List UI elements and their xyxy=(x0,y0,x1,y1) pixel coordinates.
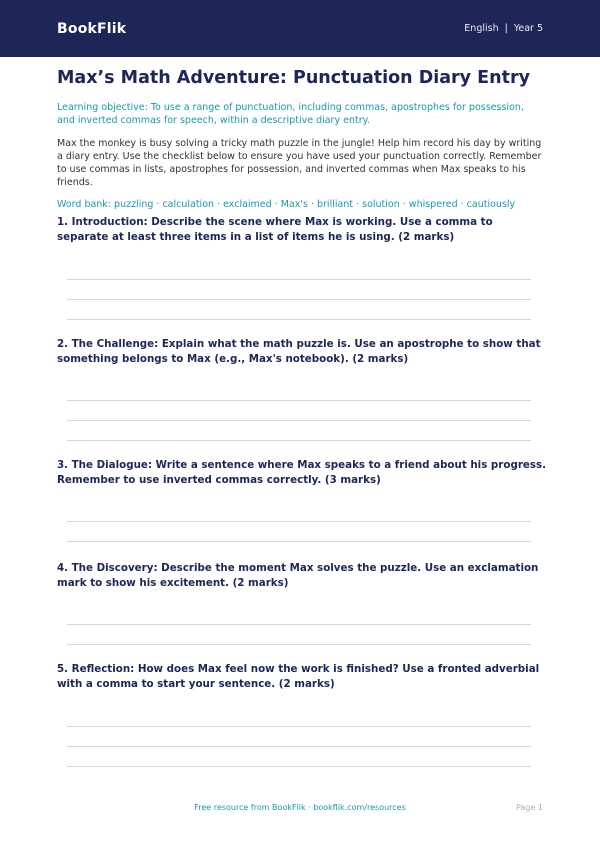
answer-line[interactable] xyxy=(67,766,531,767)
page-title: Max’s Math Adventure: Punctuation Diary Entry xyxy=(57,68,530,88)
answer-line[interactable] xyxy=(67,420,531,421)
footer-resource-link[interactable]: Free resource from BookFlik · bookflik.com/resources xyxy=(194,803,406,812)
worksheet-intro xyxy=(0,67,600,211)
answer-line[interactable] xyxy=(67,521,531,522)
answer-line[interactable] xyxy=(67,541,531,542)
question-4: 4. The Discovery: Describe the moment Max solves the puzzle. Use an exclamation mark to show his excitement. (2 marks) xyxy=(57,562,539,589)
page-header xyxy=(0,0,600,57)
question-1: 1. Introduction: Describe the scene where Max is working. Use a comma to separate at least three items in a list of items he is using. (2 marks) xyxy=(57,216,493,243)
header-separator: | xyxy=(504,23,508,34)
answer-line[interactable] xyxy=(67,624,531,625)
answer-line[interactable] xyxy=(67,746,531,747)
answer-line[interactable] xyxy=(67,319,531,320)
question-3: 3. The Dialogue: Write a sentence where Max speaks to a friend about his progress. Remember to use inverted commas correctly. (3 marks) xyxy=(57,459,547,486)
answer-line[interactable] xyxy=(67,400,531,401)
answer-line[interactable] xyxy=(67,440,531,441)
answer-line[interactable] xyxy=(67,279,531,280)
answer-line[interactable] xyxy=(67,726,531,727)
intro-paragraph: Max the monkey is busy solving a tricky math puzzle in the jungle! Help him record his day by writing a diary entry. Use the checklist below to ensure you have used your punctuation correctly. Remember to use commas in lists, apostrophes for possession, and inverted commas when Max speaks to his friends. xyxy=(57,138,542,188)
subject-label: English xyxy=(464,23,499,34)
question-2: 2. The Challenge: Explain what the math puzzle is. Use an apostrophe to show that something belongs to Max (e.g., Max's notebook). (2 marks) xyxy=(57,338,541,365)
year-label: Year 5 xyxy=(513,23,543,34)
brand-logo: BookFlik xyxy=(57,20,127,37)
learning-objective: Learning objective: To use a range of punctuation, including commas, apostrophes for possession, and inverted commas for speech, within a descriptive diary entry. xyxy=(57,102,524,126)
answer-line[interactable] xyxy=(67,644,531,645)
question-5: 5. Reflection: How does Max feel now the work is finished? Use a fronted adverbial with a comma to start your sentence. (2 marks) xyxy=(57,663,540,690)
header-meta xyxy=(464,23,543,34)
page-number: Page 1 xyxy=(516,803,543,812)
answer-line[interactable] xyxy=(67,299,531,300)
word-bank: Word bank: puzzling · calculation · exclaimed · Max's · brilliant · solution · whispered · cautiously xyxy=(57,199,516,210)
